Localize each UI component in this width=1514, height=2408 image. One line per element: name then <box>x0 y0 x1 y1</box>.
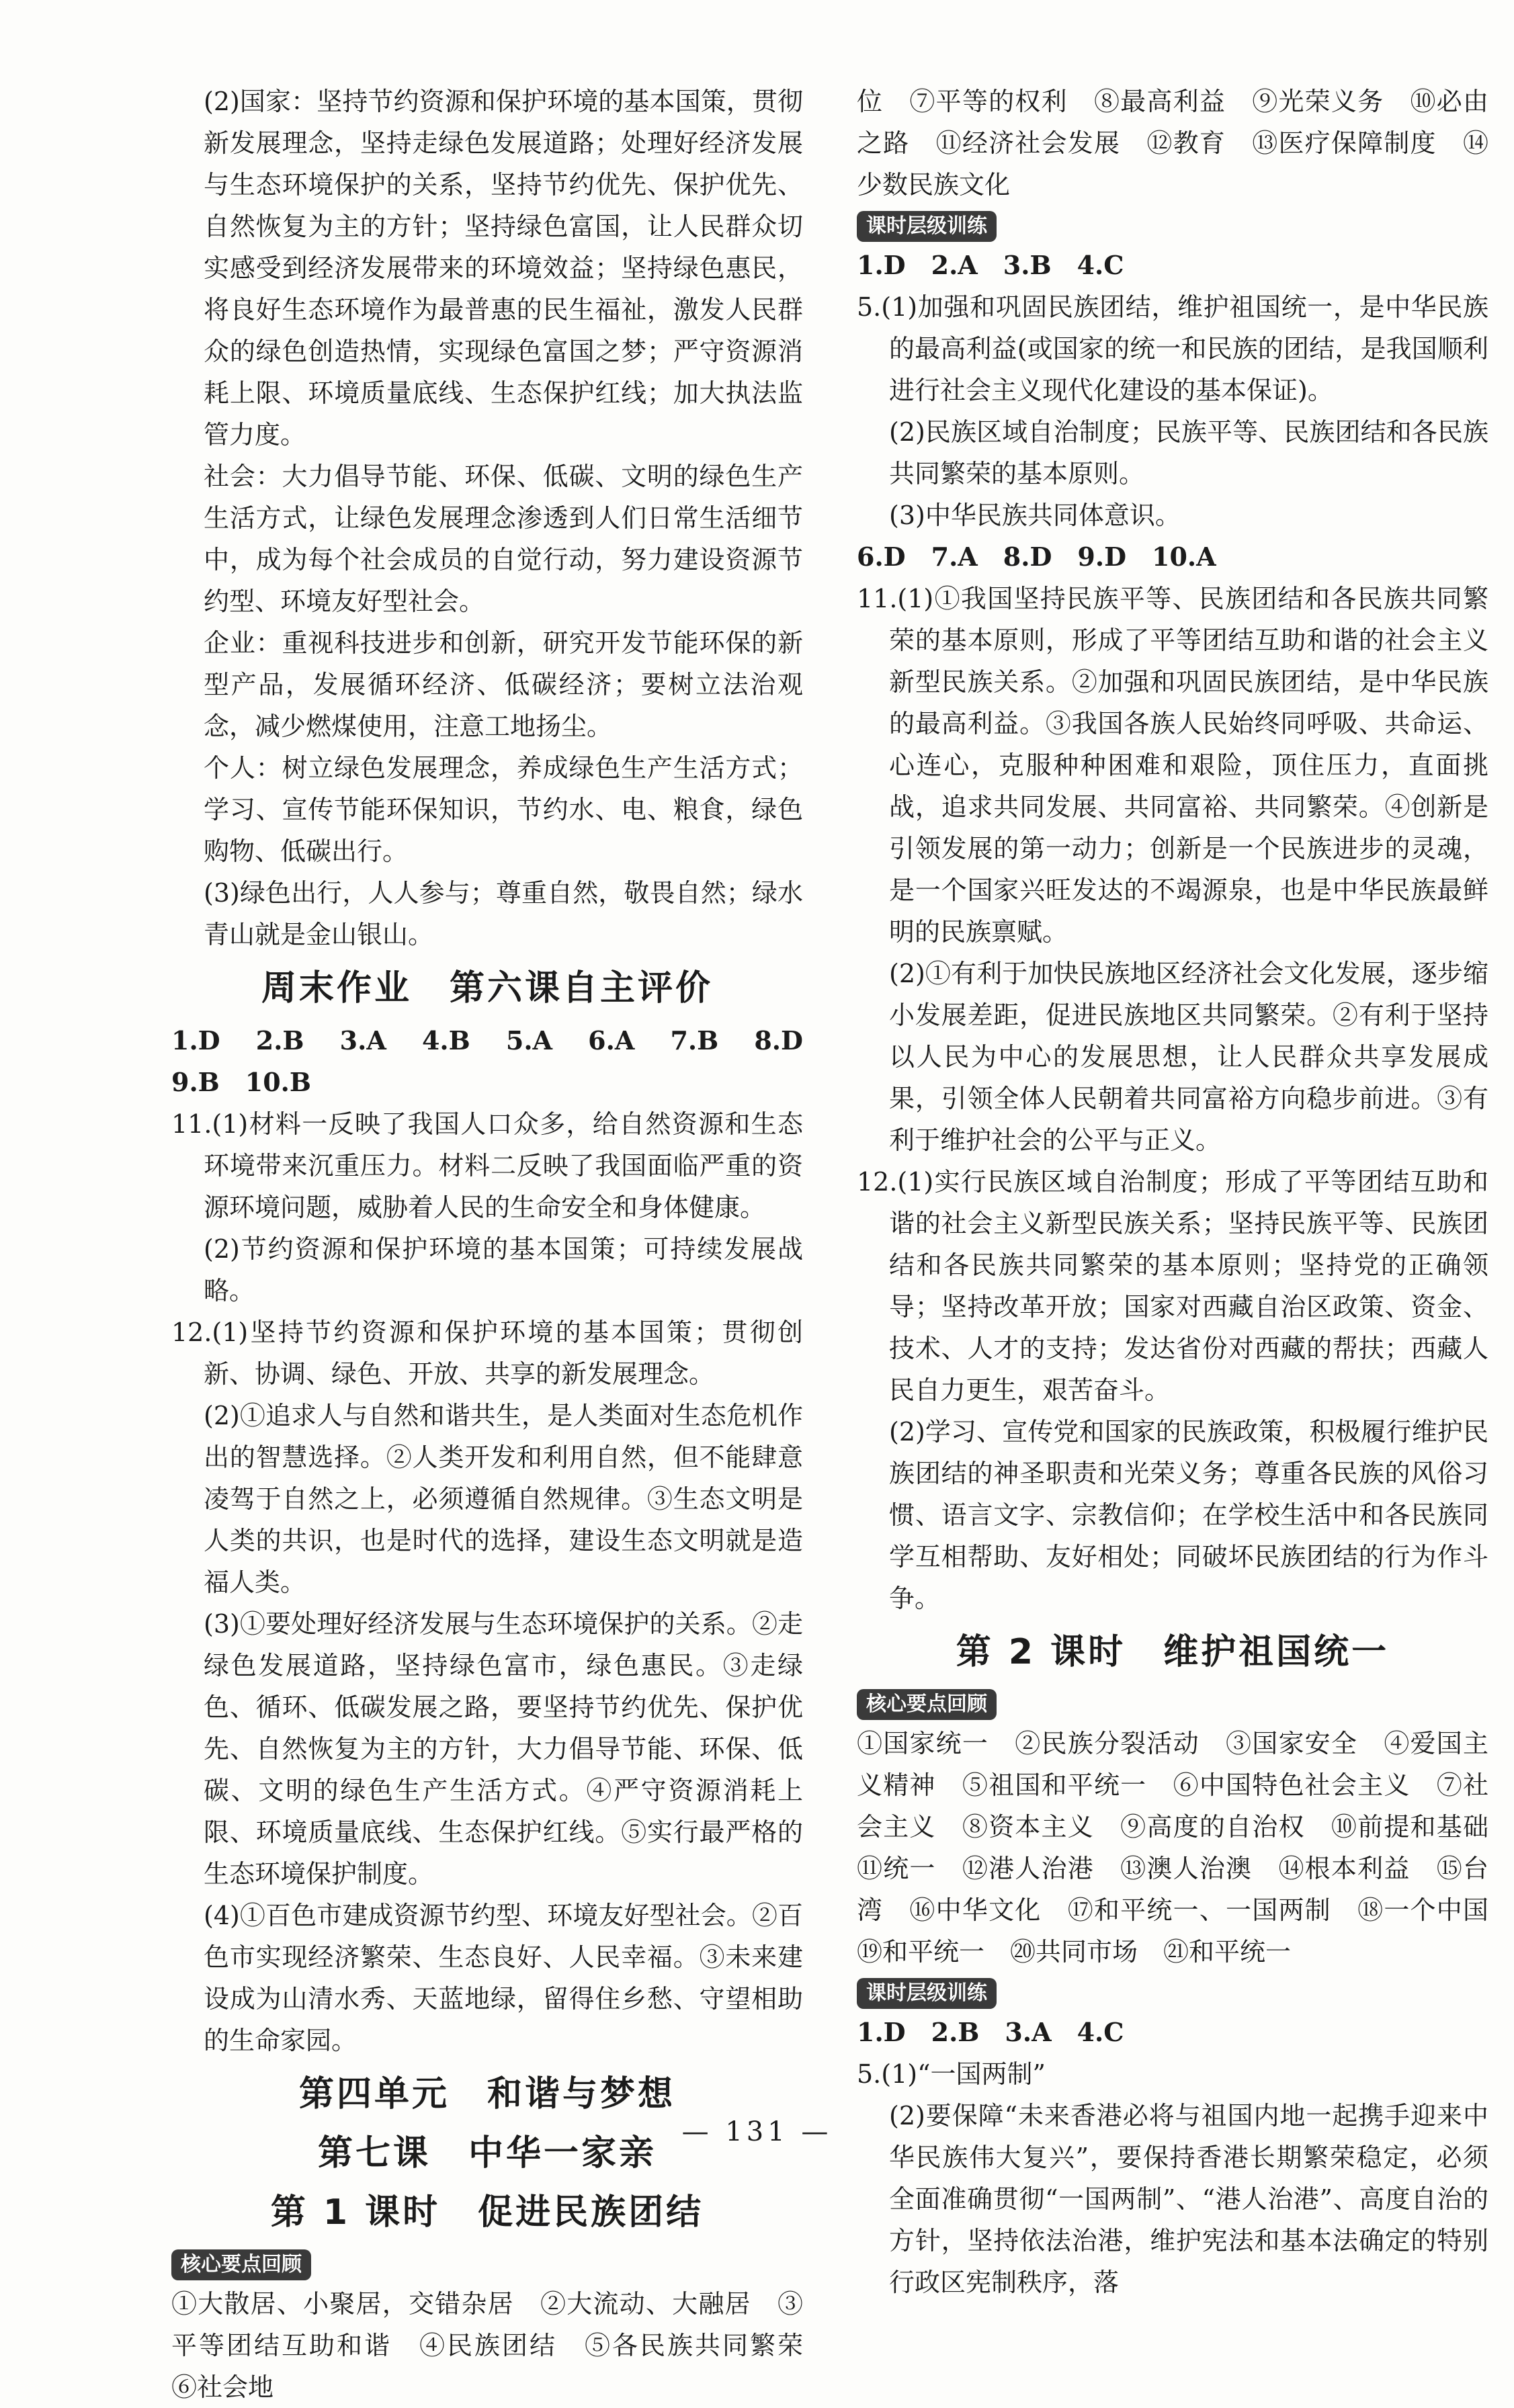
answer-paragraph: (2)学习、宣传党和国家的民族政策，积极履行维护民族团结的神圣职责和光荣义务；尊重各民族的风俗习惯、语言文字、宗教信仰；在学校生活中和各民族同学互相帮助、友好相处；同破坏民族团结的行为作斗争。 <box>889 1417 1488 1613</box>
answer-paragraph: (2)国家：坚持节约资源和保护环境的基本国策，贯彻新发展理念，坚持走绿色发展道路；处理好经济发展与生态环境保护的关系，坚持节约优先、保护优先、自然恢复为主的方针；坚持绿色富国，让人民群众切实感受到经济发展带来的环境效益；坚持绿色惠民，将良好生态环境作为最普惠的民生福祉，激发人民群众的绿色创造热情，实现绿色富国之梦；严守资源消耗上限、环境质量底线、生态保护红线；加大执法监管力度。 <box>204 87 803 449</box>
section-tag: 核心要点回顾 <box>857 1689 997 1720</box>
multiple-choice-answers: 1.D 2.B 3.A 4.B 5.A 6.A 7.B 8.D 9.B 10.B <box>171 1025 829 1097</box>
unit-heading: 第四单元 和谐与梦想 <box>298 2074 675 2114</box>
period-heading: 第 1 课时 促进民族团结 <box>270 2192 704 2233</box>
answer-paragraph: (4)①百色市建成资源节约型、环境友好型社会。②百色市实现经济繁荣、生态良好、人民幸福。③未来建设成为山清水秀、天蓝地绿，留得住乡愁、守望相助的生命家园。 <box>204 1901 803 2055</box>
answer-paragraph: 5.(1)加强和巩固民族团结，维护祖国统一，是中华民族的最高利益(或国家的统一和民族的团结，是我国顺利进行社会主义现代化建设的基本保证)。 <box>857 292 1488 405</box>
answer-paragraph: 11.(1)①我国坚持民族平等、民族团结和各民族共同繁荣的基本原则，形成了平等团结互助和谐的社会主义新型民族关系。②加强和巩固民族团结，是中华民族的最高利益。③我国各族人民始终同呼吸、共命运、心连心，克服种种困难和艰险，顶住压力，直面挑战，追求共同发展、共同富裕、共同繁荣。④创新是引领发展的第一动力；创新是一个民族进步的灵魂，是一个国家兴旺发达的不竭源泉，也是中华民族最鲜明的民族禀赋。 <box>857 584 1488 947</box>
answer-paragraph: (2)①有利于加快民族地区经济社会文化发展，逐步缩小发展差距，促进民族地区共同繁荣。②有利于坚持以人民为中心的发展思想，让人民群众共享发展成果，引领全体人民朝着共同富裕方向稳步前进。③有利于维护社会的公平与正义。 <box>889 959 1488 1155</box>
multiple-choice-answers: 1.D 2.B 3.A 4.C <box>857 2017 1124 2047</box>
section-heading: 周末作业 第六课自主评价 <box>261 968 713 1008</box>
answer-paragraph: 5.(1)“一国两制” <box>857 2059 1046 2089</box>
left-column <box>171 81 829 2408</box>
section-tag: 课时层级训练 <box>857 211 997 242</box>
answer-paragraph: 企业：重视科技进步和创新，研究开发节能环保的新型产品，发展循环经济、低碳经济；要树立法治观念，减少燃煤使用，注意工地扬尘。 <box>204 628 803 741</box>
answer-paragraph: 12.(1)实行民族区域自治制度；形成了平等团结互助和谐的社会主义新型民族关系；坚持民族平等、民族团结和各民族共同繁荣的基本原则；坚持党的正确领导；坚持改革开放；国家对西藏自治区政策、资金、技术、人才的支持；发达省份对西藏的帮扶；西藏人民自力更生，艰苦奋斗。 <box>857 1167 1488 1405</box>
answer-paragraph: (3)①要处理好经济发展与生态环境保护的关系。②走绿色发展道路，坚持绿色富市，绿色惠民。③走绿色、循环、低碳发展之路，要坚持节约优先、保护优先、自然恢复为主的方针，大力倡导节能、环保、低碳、文明的绿色生产生活方式。④严守资源消耗上限、环境质量底线、生态保护红线。⑤实行最严格的生态环境保护制度。 <box>204 1609 803 1889</box>
key-points: 位 ⑦平等的权利 ⑧最高利益 ⑨光荣义务 ⑩必由之路 ⑪经济社会发展 ⑫教育 ⑬医疗保障制度 ⑭少数民族文化 <box>857 87 1488 200</box>
answer-paragraph: (3)绿色出行，人人参与；尊重自然，敬畏自然；绿水青山就是金山银山。 <box>204 878 803 949</box>
answer-paragraph: 11.(1)材料一反映了我国人口众多，给自然资源和生态环境带来沉重压力。材料二反映了我国面临严重的资源环境问题，威胁着人民的生命安全和身体健康。 <box>171 1109 803 1222</box>
answer-paragraph: (2)①追求人与自然和谐共生，是人类面对生态危机作出的智慧选择。②人类开发和利用自然，但不能肆意凌驾于自然之上，必须遵循自然规律。③生态文明是人类的共识，也是时代的选择，建设生态文明就是造福人类。 <box>204 1401 803 1597</box>
answer-paragraph: 个人：树立绿色发展理念，养成绿色生产生活方式；学习、宣传节能环保知识，节约水、电、粮食，绿色购物、低碳出行。 <box>204 753 803 866</box>
answer-paragraph: (2)节约资源和保护环境的基本国策；可持续发展战略。 <box>204 1234 803 1305</box>
multiple-choice-answers: 1.D 2.A 3.B 4.C <box>857 250 1124 280</box>
answer-paragraph: 社会：大力倡导节能、环保、低碳、文明的绿色生产生活方式，让绿色发展理念渗透到人们日常生活细节中，成为每个社会成员的自觉行动，努力建设资源节约型、环境友好型社会。 <box>204 462 803 616</box>
period-heading: 第 2 课时 维护祖国统一 <box>956 1632 1390 1672</box>
page-number: — 131 — <box>681 2116 833 2147</box>
multiple-choice-answers: 6.D 7.A 8.D 9.D 10.A <box>857 542 1216 572</box>
key-points: ①国家统一 ②民族分裂活动 ③国家安全 ④爱国主义精神 ⑤祖国和平统一 ⑥中国特色社会主义 ⑦社会主义 ⑧资本主义 ⑨高度的自治权 ⑩前提和基础 ⑪统一 ⑫港人治港 ⑬澳人治澳 ⑭根本利益 ⑮台湾 ⑯中华文化 ⑰和平统一、一国两制 ⑱一个中国 ⑲和平统一 ⑳共同市场 ㉑和平统一 <box>857 1729 1514 1967</box>
lesson-heading: 第七课 中华一家亲 <box>317 2133 657 2174</box>
key-points: ①大散居、小聚居，交错杂居 ②大流动、大融居 ③平等团结互助和谐 ④民族团结 ⑤各民族共同繁荣 ⑥社会地 <box>171 2289 829 2402</box>
section-tag: 核心要点回顾 <box>171 2249 311 2280</box>
section-tag: 课时层级训练 <box>857 1978 997 2009</box>
answer-paragraph: (2)要保障“未来香港必将与祖国内地一起携手迎来中华民族伟大复兴”，要保持香港长期繁荣稳定，必须全面准确贯彻“一国两制”、“港人治港”、高度自治的方针，坚持依法治港，维护宪法和基本法确定的特别行政区宪制秩序，落 <box>889 2101 1488 2297</box>
answer-paragraph: (2)民族区域自治制度；民族平等、民族团结和各民族共同繁荣的基本原则。 <box>889 417 1488 488</box>
answer-paragraph: 12.(1)坚持节约资源和保护环境的基本国策；贯彻创新、协调、绿色、开放、共享的新发展理念。 <box>171 1318 803 1389</box>
answer-paragraph: (3)中华民族共同体意识。 <box>889 501 1181 530</box>
right-column <box>857 81 1514 2303</box>
